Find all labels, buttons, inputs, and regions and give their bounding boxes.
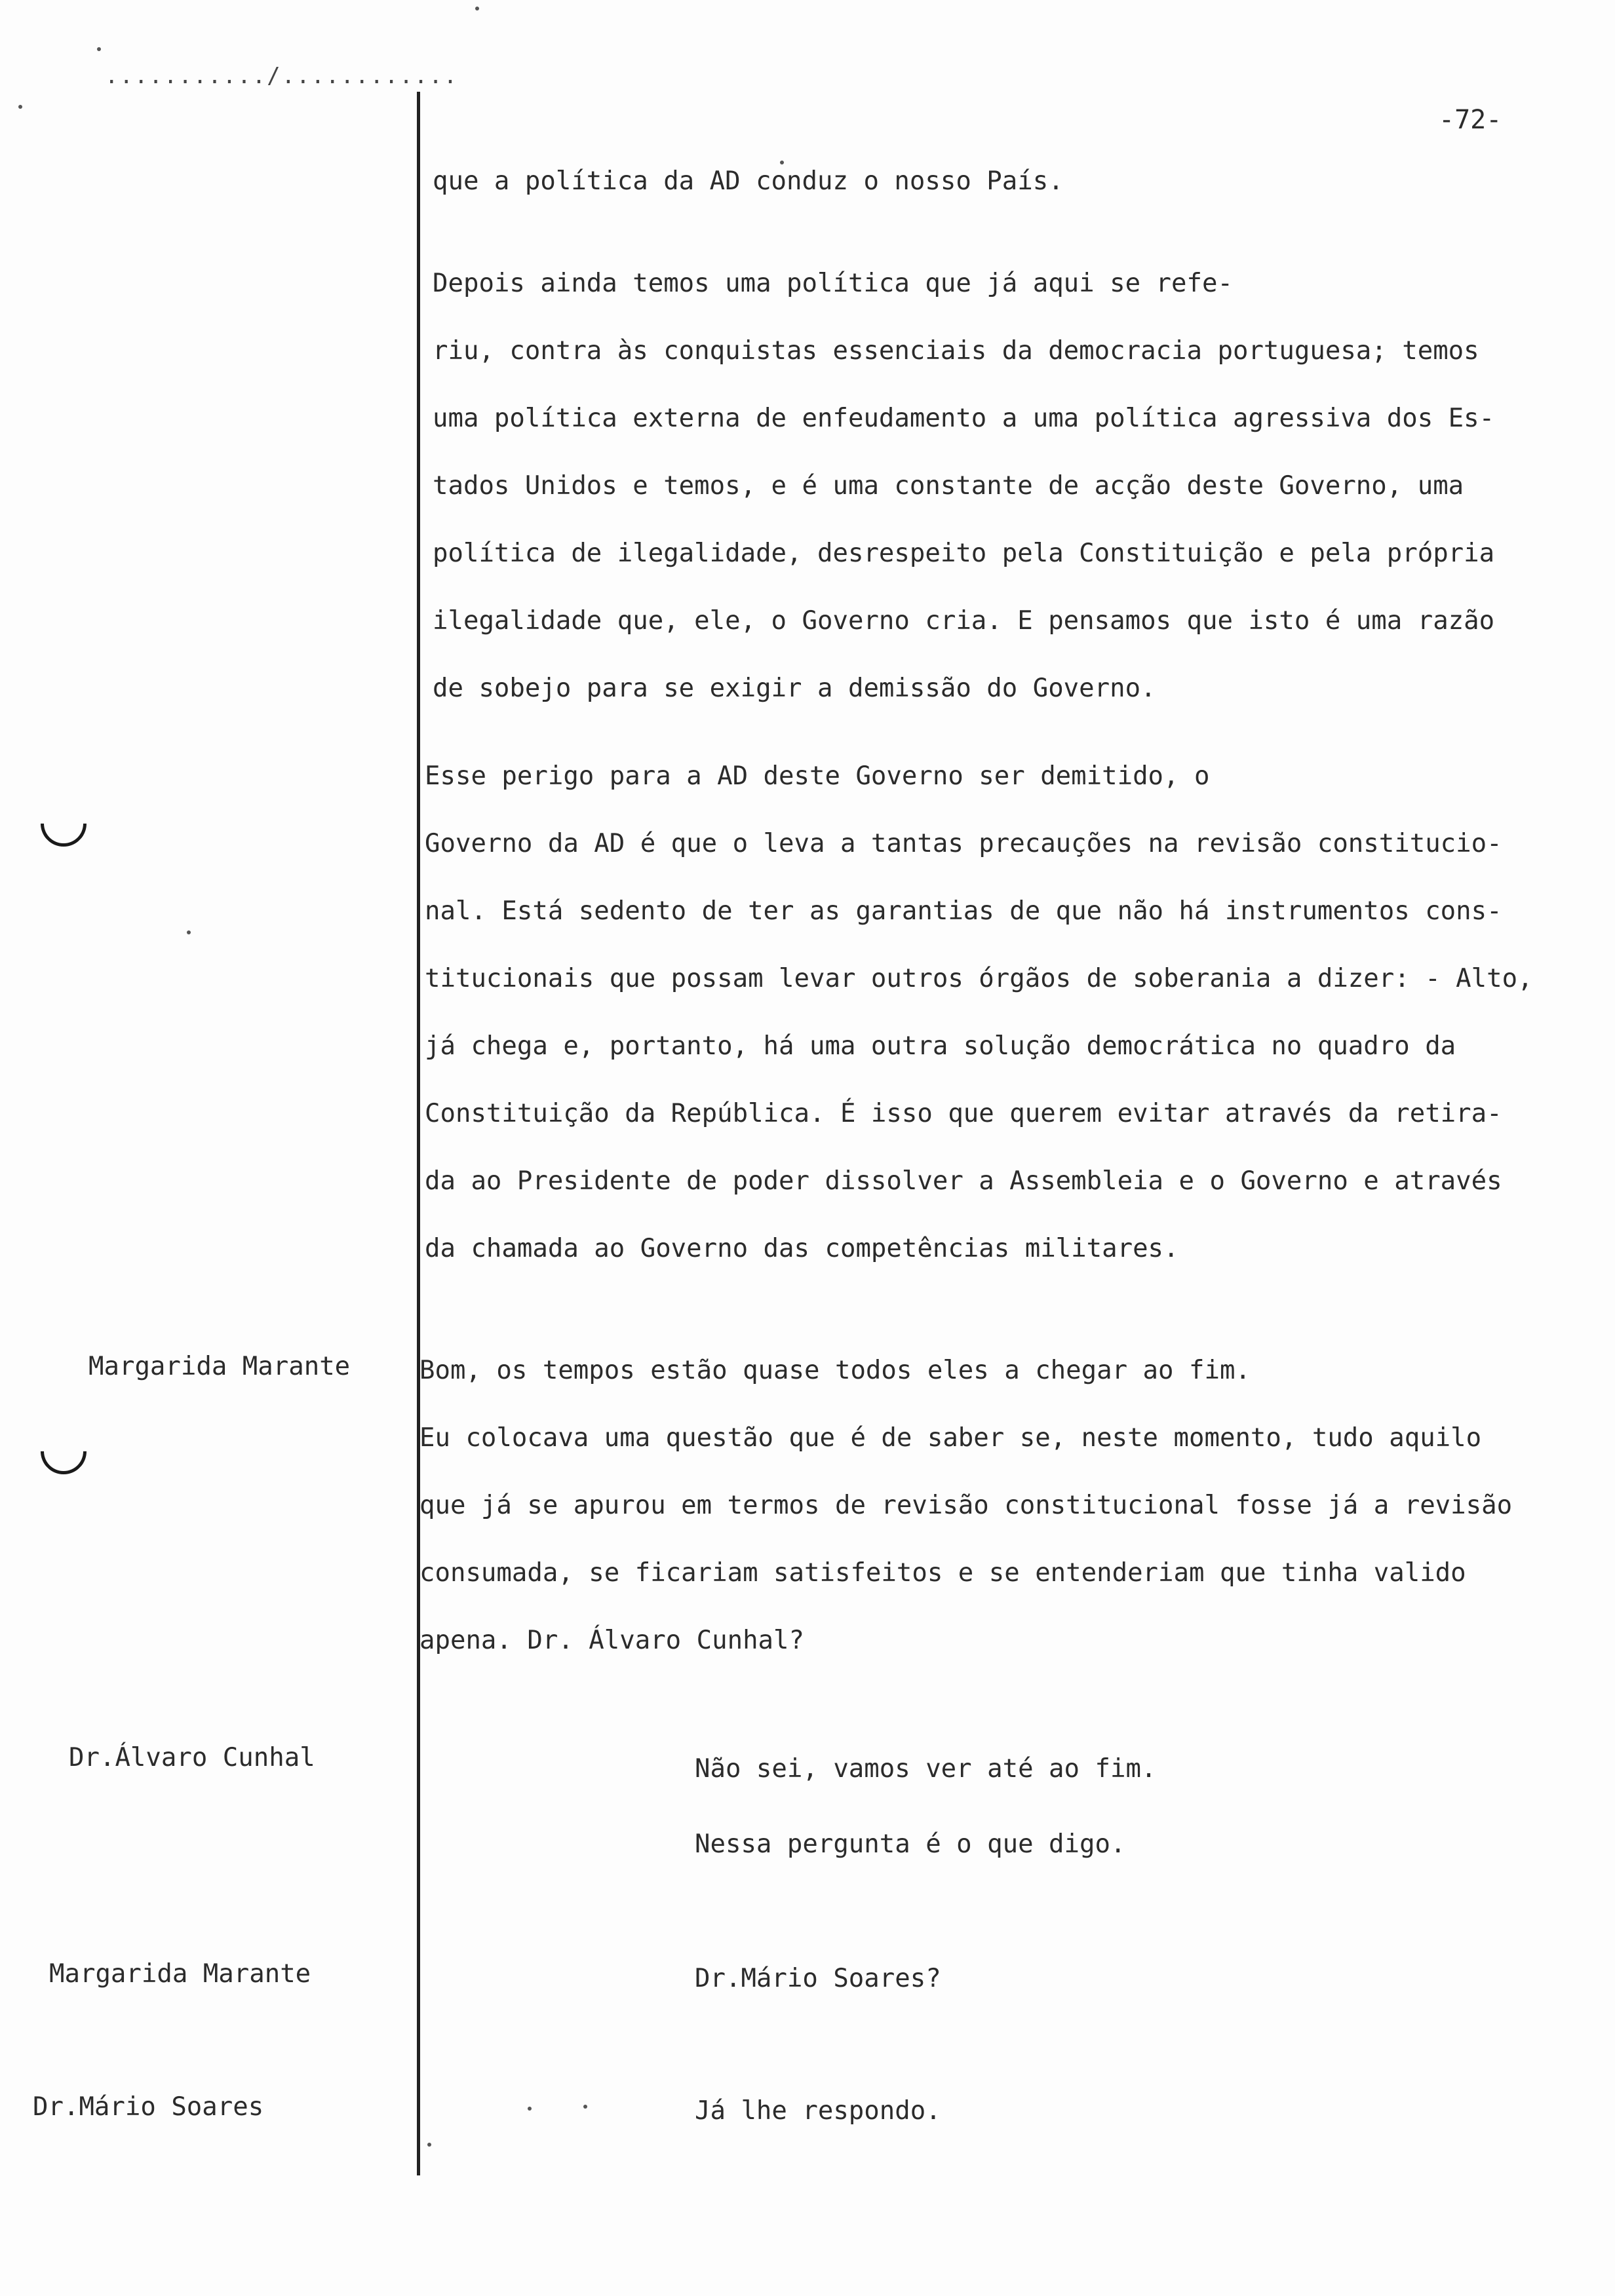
text-line: apena. Dr. Álvaro Cunhal?	[419, 1626, 804, 1655]
text-line: que já se apurou em termos de revisão constitucional fosse já a revisão	[419, 1491, 1513, 1520]
speaker-label: Dr.Mário Soares	[33, 2092, 264, 2122]
text-line: que a política da AD conduz o nosso País.	[433, 166, 1064, 196]
text-line: Constituição da República. É isso que querem evitar através da retira-	[425, 1099, 1502, 1128]
text-line: nal. Está sedento de ter as garantias de que não há instrumentos cons-	[425, 896, 1502, 926]
punch-hole-mark-bottom	[31, 1419, 96, 1484]
margin-divider-line	[417, 92, 420, 2175]
text-line: Governo da AD é que o leva a tantas precauções na revisão constitucio-	[425, 829, 1502, 858]
text-line: já chega e, portanto, há uma outra solução democrática no quadro da	[425, 1031, 1456, 1061]
speck	[18, 105, 22, 109]
text-line: titucionais que possam levar outros órgãos de soberania a dizer: - Alto,	[425, 964, 1533, 993]
text-line: Esse perigo para a AD deste Governo ser demitido, o	[425, 761, 1210, 791]
speck	[97, 47, 101, 51]
speaker-label: Margarida Marante	[49, 1959, 311, 1989]
paragraph-1	[433, 147, 1064, 215]
paragraph-2	[433, 250, 1494, 722]
speck	[187, 930, 191, 934]
punch-hole-mark-top	[31, 792, 96, 856]
speck	[427, 2143, 431, 2147]
text-line: Bom, os tempos estão quase todos eles a chegar ao fim.	[419, 1356, 1251, 1385]
text-line: tados Unidos e temos, e é uma constante de acção deste Governo, uma	[433, 471, 1464, 501]
speaker-label: Dr.Álvaro Cunhal	[69, 1743, 315, 1772]
paragraph-3	[425, 742, 1533, 1282]
paragraph-5	[695, 1728, 1156, 1878]
text-line: Não sei, vamos ver até ao fim.	[695, 1754, 1157, 1784]
paragraph-6	[695, 1945, 941, 2012]
speck	[583, 2105, 587, 2109]
text-line: riu, contra às conquistas essenciais da democracia portuguesa; temos	[433, 336, 1479, 366]
paragraph-4	[419, 1337, 1512, 1674]
text-line: Nessa pergunta é o que digo.	[695, 1829, 1126, 1859]
page-number: -72-	[1439, 105, 1502, 135]
text-line: de sobejo para se exigir a demissão do Governo.	[433, 674, 1156, 703]
text-line: da ao Presidente de poder dissolver a Assembleia e o Governo e através	[425, 1166, 1502, 1196]
paragraph-7	[695, 2077, 941, 2145]
text-line: política de ilegalidade, desrespeito pela Constituição e pela própria	[433, 539, 1495, 568]
header-mark: .........../............	[105, 63, 459, 89]
speck	[475, 7, 479, 10]
speck	[528, 2107, 532, 2111]
text-line: consumada, se ficariam satisfeitos e se entenderiam que tinha valido	[419, 1558, 1466, 1588]
text-line: Depois ainda temos uma política que já aqui se refe-	[433, 269, 1233, 298]
text-line: Dr.Mário Soares?	[695, 1964, 941, 1993]
text-line: Já lhe respondo.	[695, 2096, 941, 2126]
speaker-label: Margarida Marante	[88, 1352, 351, 1381]
text-line: uma política externa de enfeudamento a uma política agressiva dos Es-	[433, 404, 1495, 433]
text-line: da chamada ao Governo das competências militares.	[425, 1234, 1179, 1263]
text-line: Eu colocava uma questão que é de saber se, neste momento, tudo aquilo	[419, 1423, 1482, 1453]
text-line: ilegalidade que, ele, o Governo cria. E pensamos que isto é uma razão	[433, 606, 1495, 636]
